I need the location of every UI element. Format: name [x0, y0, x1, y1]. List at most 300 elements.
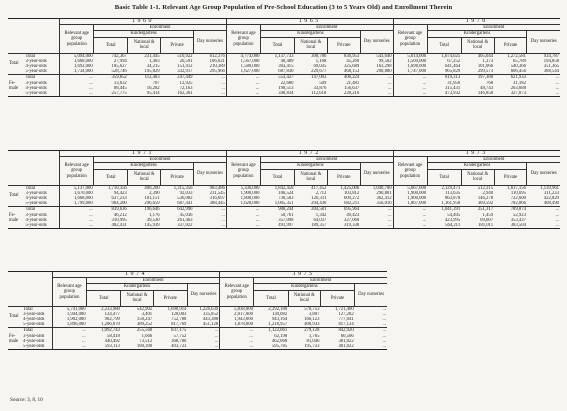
table-cell: 279,128 [304, 328, 320, 334]
table-cell: 509 [319, 80, 327, 86]
table-cell: 210,389 [209, 64, 225, 70]
table-cell: 817,769 [171, 322, 187, 328]
table-cell: 54,405 [447, 212, 461, 218]
national-header: National & local [128, 37, 161, 53]
table-cell: ... [555, 212, 559, 218]
table-cell: 819,313 [444, 75, 461, 81]
table-cell: ... [60, 86, 94, 91]
table-cell: 319,338 [343, 223, 360, 229]
table-cell: ... [220, 339, 254, 344]
table-cell: 95,414 [146, 91, 160, 97]
table-cell: ... [220, 344, 254, 350]
table-cell: 88,445 [113, 85, 127, 91]
table-cell: 1,747,000 [393, 69, 427, 75]
table-row [8, 91, 560, 97]
kindergartens-header: Kindergartens [260, 163, 360, 169]
table-cell: 52,923 [513, 212, 526, 218]
table-cell: ... [388, 212, 392, 218]
total-header: Total [254, 290, 288, 306]
table-cell: 900,244 [278, 207, 294, 213]
table-cell: 612,376 [209, 53, 225, 59]
table-cell: 181,011 [478, 223, 494, 229]
table-cell: 451,128 [202, 322, 219, 328]
table-cell: 103,812 [343, 190, 360, 196]
row-label: Total [23, 328, 33, 334]
table-cell: 5,838,000 [220, 306, 254, 312]
table-cell: 290,880 [376, 69, 392, 75]
table-cell: 195,733 [304, 344, 320, 350]
table-cell: 1,425,006 [340, 185, 360, 191]
table-cell: 1,710,356 [108, 185, 127, 191]
table-cell: 50,761 [280, 212, 294, 218]
table-cell: 49,530 [146, 217, 160, 223]
table-cell: 641,464 [444, 64, 461, 70]
table-cell: ... [52, 328, 86, 334]
row-label: 3-year-olds [25, 212, 47, 218]
national-header: National & local [294, 169, 327, 185]
table-cell: 400,933 [304, 322, 320, 328]
day-nurseries-header: Day nurseries [194, 31, 227, 53]
table-cell: ... [220, 328, 254, 334]
day-nurseries-header: Day nurseries [360, 31, 393, 53]
table-cell: 621,933 [510, 75, 526, 81]
table-cell: 553,427 [278, 75, 294, 81]
table-cell: 473,932 [444, 91, 461, 97]
table-cell: 570,753 [304, 306, 320, 312]
table-cell: 16,282 [146, 85, 160, 91]
table-cell: 45,269 [346, 58, 360, 64]
table-cell: ... [382, 333, 386, 339]
table-cell: ... [60, 81, 94, 86]
private-header: Private [320, 290, 354, 306]
row-label: 3-year-olds [25, 58, 47, 64]
table-cell: 1,122,061 [268, 328, 288, 334]
table-cell: 742,367 [111, 53, 127, 59]
table-cell: 48,743 [480, 85, 494, 91]
table-row [8, 53, 560, 59]
year-1973: 1973 [393, 151, 560, 157]
table-cell: 863,878 [444, 196, 461, 202]
total-header: Total [94, 37, 128, 53]
table-cell: ... [393, 218, 427, 223]
table-cell: 189,357 [311, 223, 327, 229]
table-cell: 145,939 [144, 223, 160, 229]
table-cell: 381,022 [338, 338, 354, 344]
enrollment-header: Enrollment [94, 157, 227, 163]
table-cell: 337,022 [177, 223, 193, 229]
row-label: Total [25, 185, 36, 191]
national-header: National & local [461, 169, 494, 185]
row-group-label: Total [9, 314, 19, 320]
table-cell: 730,583 [278, 196, 294, 202]
table-cell: ... [555, 207, 559, 213]
table-cell: 1,139,961 [540, 185, 559, 191]
table-cell: 26,591 [179, 58, 193, 64]
table-cell: 40,489 [280, 58, 294, 64]
row-group-label: Fe-male [9, 333, 19, 344]
table-cell: 1,580,000 [226, 64, 260, 69]
kindergartens-header: Kindergartens [427, 163, 527, 169]
table-cell: 1,668,000 [60, 196, 94, 201]
table-cell: 46,212 [113, 212, 127, 218]
table-cell: 356,016 [376, 201, 392, 207]
table-cell: 902,799 [104, 317, 120, 323]
table-cell: ... [382, 322, 386, 328]
day-nurseries-header: Day nurseries [527, 31, 560, 53]
table-cell: ... [382, 344, 386, 350]
kindergartens-header: Kindergartens [260, 31, 360, 37]
table-cell: 1,900,000 [226, 191, 260, 196]
row-group-label: Total [9, 193, 19, 199]
enrollment-header: Enrollment [260, 157, 393, 163]
table-cell: ... [221, 75, 225, 81]
table-cell: ... [214, 338, 219, 344]
table-cell: 231,445 [144, 53, 160, 59]
table-cell: 2,940 [482, 190, 494, 196]
table-cell: 1,569,000 [393, 59, 427, 64]
table-cell: 99,502 [378, 58, 392, 64]
table-cell: 839,636 [111, 207, 127, 213]
table-cell: ... [382, 317, 386, 323]
source-note: Source: 3, 8, 10 [10, 397, 43, 403]
table-cell: 231,545 [209, 190, 225, 196]
table-cell: 31,950 [447, 80, 461, 86]
table-cell: 536,082 [177, 196, 193, 202]
table-cell: ... [555, 75, 559, 81]
table-cell: 194,858 [543, 58, 559, 64]
table-cell: 2,129,471 [441, 185, 461, 191]
table-cell: 147,003 [311, 75, 327, 81]
table-cell: ... [60, 207, 94, 213]
table-cell: 1,373 [482, 58, 494, 64]
table-cell: 247,449 [177, 75, 193, 81]
table-cell: ... [60, 213, 94, 218]
year-1971: 1971 [60, 151, 227, 157]
table-cell: 294,430 [311, 201, 327, 207]
table-cell: ... [388, 207, 392, 213]
year-1960: 1960 [60, 19, 227, 25]
row-label: 4-year-olds [25, 196, 47, 202]
enrollment-table-1971-1973 [8, 150, 560, 229]
table-block-1974-1975 [8, 271, 387, 350]
table-cell: ... [393, 91, 427, 97]
table-cell: ... [60, 223, 94, 229]
table-cell: 687,830 [278, 69, 294, 75]
total-header: Total [427, 37, 461, 53]
table-cell: 609,272 [343, 196, 360, 202]
row-label: 5-year-olds [25, 223, 47, 229]
table-cell: 58,418 [106, 333, 120, 339]
table-cell: 1,628,000 [226, 201, 260, 207]
enrollment-header: Enrollment [427, 25, 560, 31]
table-cell: 1,226,639 [199, 306, 219, 312]
table-cell: 81,046 [306, 338, 320, 344]
table-cell: 666,456 [510, 69, 526, 75]
table-cell: 162,361 [177, 91, 193, 97]
table-cell: ... [393, 223, 427, 229]
table-cell: 1,315,356 [173, 185, 193, 191]
table-cell: 983,486 [209, 185, 225, 191]
table-cell: 5,137,000 [60, 185, 94, 191]
table-row [8, 201, 560, 207]
table-cell: 383,504 [510, 223, 526, 229]
year-1970: 1970 [393, 19, 560, 25]
relevant-header: Relevant age group population [226, 157, 260, 185]
table-cell: 1,176 [149, 212, 160, 218]
private-header: Private [161, 169, 194, 185]
row-label: 4-year-olds [25, 85, 47, 91]
table-cell: 564,211 [445, 223, 461, 229]
table-cell: 1,734,000 [60, 69, 94, 75]
total-header: Total [94, 169, 128, 185]
table-cell: 60,506 [340, 333, 354, 339]
table-row [8, 223, 560, 229]
table-cell: ... [226, 91, 260, 97]
table-cell: 359,852 [111, 75, 127, 81]
table-cell: 311,233 [543, 190, 559, 196]
total-header: Total [427, 169, 461, 185]
table-cell: 403,723 [171, 344, 187, 350]
table-cell: 351,365 [543, 64, 559, 70]
table-cell: 1,403 [149, 58, 160, 64]
table-cell: 422,829 [543, 196, 559, 202]
table-cell: 5,014,000 [393, 53, 427, 59]
table-cell: 127,282 [338, 311, 354, 317]
table-cell: 462,068 [271, 338, 288, 344]
table-cell: ... [221, 217, 225, 223]
table-cell: 94,423 [113, 190, 127, 196]
table-cell: 934,787 [543, 53, 559, 59]
table-cell: 540,366 [510, 64, 526, 70]
table-cell: ... [393, 213, 427, 218]
kindergartens-header: Kindergartens [427, 31, 527, 37]
table-cell: 13,632 [113, 80, 127, 86]
table-cell: 112,618 [311, 91, 327, 97]
kindergartens-header: Kindergartens [94, 163, 194, 169]
table-cell: 67,252 [447, 58, 461, 64]
table-cell: 204,581 [311, 207, 327, 213]
table-cell: 21,481 [346, 80, 360, 86]
table-cell: ... [226, 218, 260, 223]
table-cell: 325,689 [343, 64, 360, 70]
row-label: Total [25, 207, 36, 213]
table-cell: ... [226, 75, 260, 81]
table-cell: 357,098 [278, 217, 294, 223]
table-cell: 62,198 [274, 333, 288, 339]
table-cell: 106,524 [278, 190, 294, 196]
day-nurseries-header: Day nurseries [194, 163, 227, 185]
table-cell: 101,066 [477, 64, 494, 70]
table-cell: 251,317 [477, 207, 494, 213]
table-cell: 197,380 [477, 75, 494, 81]
table-cell: 69,035 [313, 64, 327, 70]
table-cell: ... [221, 80, 225, 86]
row-label: 3-year-olds [25, 190, 47, 196]
table-cell: ... [226, 223, 260, 229]
day-nurseries-header: Day nurseries [527, 163, 560, 185]
table-cell: ... [221, 85, 225, 91]
table-cell: 310,995 [111, 217, 127, 223]
table-cell: 335,852 [202, 311, 219, 317]
table-cell: 1,617,156 [507, 185, 526, 191]
table-cell: 3,401 [141, 311, 153, 317]
year-1975: 1975 [220, 272, 387, 278]
table-cell: 768 [486, 80, 494, 86]
table-cell: 33,876 [313, 85, 327, 91]
table-cell: ... [555, 91, 559, 97]
table-cell: ... [226, 86, 260, 91]
table-cell: 510,922 [177, 53, 193, 59]
table-cell: 64,037 [313, 217, 327, 223]
table-cell: 369,592 [477, 201, 494, 207]
table-cell: 228,216 [343, 91, 360, 97]
table-cell: 1,808,000 [226, 196, 260, 201]
table-row [8, 185, 560, 191]
table-cell: 362,412 [376, 196, 392, 202]
table-cell: ... [388, 80, 392, 86]
kindergartens-header: Kindergartens [94, 31, 194, 37]
relevant-header: Relevant age group population [60, 25, 94, 53]
row-label: 4-year-olds [23, 338, 45, 344]
table-cell: ... [382, 311, 386, 317]
relevant-header: Relevant age group population [226, 25, 260, 53]
kindergartens-header: Kindergartens [254, 284, 355, 290]
relevant-header: Relevant age group population [60, 157, 94, 185]
table-cell: 195,829 [144, 69, 160, 75]
relevant-header: Relevant age group population [220, 278, 254, 306]
table-cell: 12,925 [179, 80, 193, 86]
table-cell: 1,666 [141, 333, 153, 339]
row-label: 4-year-olds [25, 217, 47, 223]
table-cell: 190,513 [278, 85, 294, 91]
table-cell: 1,674,625 [441, 53, 461, 59]
table-cell: 327,073 [510, 91, 526, 97]
table-cell: 72,163 [179, 85, 193, 91]
table-cell: 389,252 [136, 322, 153, 328]
table-cell: 595,785 [271, 344, 288, 350]
table-cell: 73,512 [139, 338, 153, 344]
table-cell: 695,964 [343, 207, 360, 213]
table-cell: 1,668,000 [60, 59, 94, 64]
table-block-1971-1973 [8, 150, 560, 229]
table-cell: 22,680 [280, 80, 294, 86]
table-cell: 316,697 [209, 196, 225, 202]
table-cell: 637,233 [111, 196, 127, 202]
table-cell: ... [60, 75, 94, 81]
private-header: Private [153, 290, 187, 306]
day-nurseries-header: Day nurseries [187, 284, 219, 306]
table-cell: 3,807 [308, 311, 320, 317]
table-cell: ... [555, 217, 559, 223]
table-cell: 388,544 [543, 69, 559, 75]
table-cell: 1,900,000 [393, 191, 427, 196]
table-cell: 1,698,000 [393, 64, 427, 69]
table-cell: ... [226, 81, 260, 86]
table-cell: 1,459 [482, 212, 494, 218]
table-cell: 69,607 [480, 217, 494, 223]
table-cell: 92,033 [179, 190, 193, 196]
row-label: Total [25, 53, 36, 59]
table-cell: 113,635 [445, 190, 461, 196]
table-cell: 151,412 [177, 64, 193, 70]
enrollment-header: Enrollment [427, 157, 560, 163]
row-label: 4-year-olds [25, 64, 47, 70]
table-cell: 163,298 [376, 64, 392, 70]
table-cell: 299,573 [477, 69, 494, 75]
table-cell: 4,774,000 [226, 53, 260, 59]
table-cell: 528,746 [111, 69, 127, 75]
table-cell: 1,272,581 [507, 53, 526, 59]
table-cell: 2,390 [149, 190, 160, 196]
row-group-label: Fe-male [9, 212, 19, 223]
table-cell: 401,022 [338, 344, 354, 350]
table-cell: 340,834 [278, 91, 294, 97]
table-cell: ... [52, 334, 86, 339]
table-cell: ... [555, 85, 559, 91]
table-cell: 687,441 [177, 201, 193, 207]
table-cell: 5,741,000 [52, 306, 86, 312]
table-cell: ... [555, 80, 559, 86]
table-cell: 1,168 [315, 58, 327, 64]
table-cell: 408,490 [543, 201, 559, 207]
row-label: 5-year-olds [23, 344, 45, 350]
national-header: National & local [288, 290, 320, 306]
table-cell: 443,388 [202, 317, 219, 323]
table-cell: 1,670,000 [60, 191, 94, 196]
national-header: National & local [294, 37, 327, 53]
table-cell: ... [52, 339, 86, 344]
table-cell: 300,780 [311, 53, 327, 59]
table-cell: ... [393, 86, 427, 91]
total-header: Total [260, 169, 294, 185]
table-cell: 303,415 [278, 64, 294, 70]
table-cell: 593,113 [104, 344, 120, 350]
private-header: Private [327, 169, 360, 185]
table-cell: 1,721,400 [334, 306, 354, 312]
relevant-header: Relevant age group population [393, 157, 427, 185]
table-cell: 984,200 [111, 201, 127, 207]
table-cell: 57,752 [173, 333, 187, 339]
table-cell: 965,829 [444, 69, 461, 75]
table-cell: 1,944,000 [52, 312, 86, 317]
year-1974: 1974 [52, 272, 219, 278]
row-group-label: Total [9, 61, 19, 67]
table-cell: 146,858 [477, 91, 494, 97]
private-header: Private [327, 37, 360, 53]
table-cell: 2,017,000 [220, 312, 254, 317]
national-header: National & local [128, 169, 161, 185]
table-cell: 34,215 [146, 64, 160, 70]
table-cell: ... [60, 218, 94, 223]
table-cell: 5,336,000 [226, 185, 260, 191]
table-cell: 1,799,000 [60, 201, 94, 207]
kindergartens-header: Kindergartens [87, 284, 188, 290]
row-label: 4-year-olds [23, 317, 45, 323]
table-cell: ... [221, 91, 225, 97]
table-cell: 27,994 [113, 58, 127, 64]
table-cell: 1,896,000 [52, 322, 86, 328]
table-cell: ... [220, 334, 254, 339]
private-header: Private [161, 37, 194, 53]
table-cell: 482,431 [111, 223, 127, 229]
table-cell: 1,092,743 [101, 328, 120, 334]
table-cell: 327,060 [343, 217, 360, 223]
row-group-label: Fe-male [9, 80, 19, 91]
table-cell: 1,041,391 [441, 207, 461, 213]
table-cell: ... [555, 223, 559, 229]
table-cell: 440,492 [104, 338, 120, 344]
table-cell: ... [214, 328, 219, 334]
